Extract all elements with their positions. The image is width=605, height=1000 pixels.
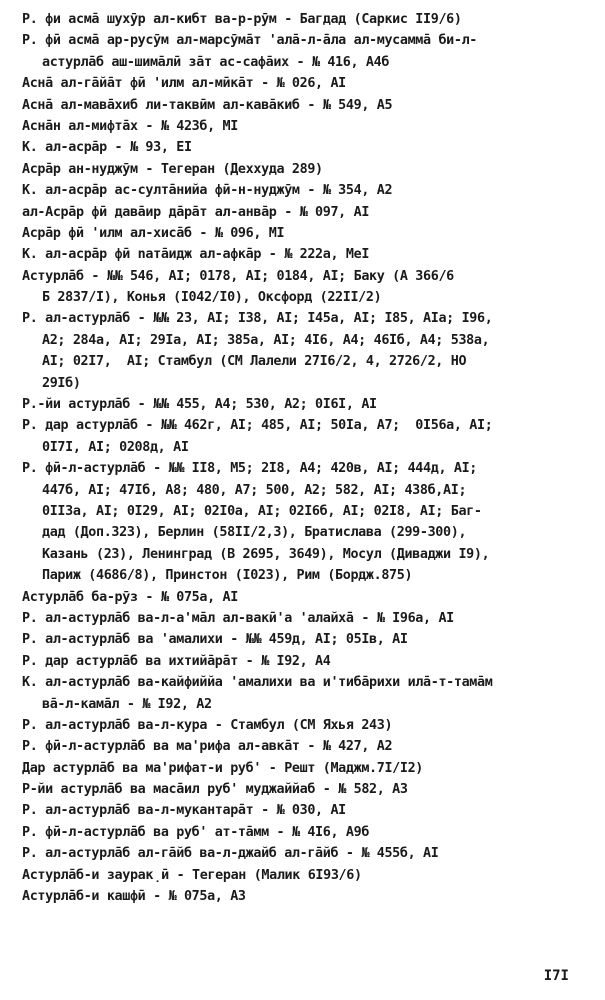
entry-line: Р. дар астурла̄б ва ихтийа̄ра̄т - № I92, А4 [22, 653, 331, 669]
entry-line: Р. ал-астурла̄б ва-л-мукантара̄т - № 030, АI [22, 803, 346, 819]
entry-line: К. ал-астурла̄б ва-кайфиййа 'амалихи ва и'тиба̄рихи ила̄-т-тама̄м [22, 675, 493, 691]
entry-continuation-line: 29Iб) [42, 375, 81, 391]
entry-continuation-line: ва̄-л-кама̄л - № I92, А2 [42, 696, 212, 712]
entry-line: Р.-йи астурла̄б - №№ 455, А4; 530, А2; 0I6I, АI [22, 397, 377, 413]
entry-continuation-line: 0II3а, АI; 0I29, АI; 02I0а, АI; 02I6б, АI; 02I8, АI; Баг- [42, 503, 482, 519]
entry-line: Р. ал-астурла̄б ва-л-кура - Стамбул (СМ Яхья 243) [22, 717, 393, 733]
entry-line: Р. ал-астурла̄б - №№ 23, АI; I38, АI; I45а, АI; I85, АIа; I96, [22, 311, 493, 327]
entry-line: Р. фи асма̄ шухӯр ал-кибт ва-р-рӯм - Багдад (Саркис II9/6) [22, 12, 462, 27]
entry-line: Асна̄н ал-мифта̄х - № 423б, МI [22, 118, 238, 134]
entry-line: Р-йи астурла̄б ва маса̄ил руб' муджаййаб - № 582, А3 [22, 782, 408, 798]
entry-line: К. ал-асра̄р ас-султа̄нийа фӣ-н-нуджӯм - № 354, А2 [22, 183, 393, 199]
entry-line: Асна̄ ал-мава̄хиб ли-таквӣм ал-кава̄киб - № 549, А5 [22, 97, 393, 113]
entry-line: Астурла̄б ба-рӯз - № 075а, АI [22, 589, 238, 605]
entry-line: Астурла̄б - №№ 546, АI; 0178, АI; 0184, АI; Баку (А 366/6 [22, 268, 454, 284]
entry-continuation-line: А2; 284а, АI; 29Iа, АI; 385а, АI; 4I6, А4; 46Iб, А4; 538а, [42, 332, 490, 348]
entry-line: Р. фӣ-л-астурла̄б - №№ II8, М5; 2I8, А4; 420в, АI; 444д, АI; [22, 461, 477, 477]
entry-continuation-line: астурла̄б аш-шима̄лӣ за̄т ас-сафа̄их - № 416, А4б [42, 54, 390, 70]
entry-line: Асна̄ ал-га̄йа̄т фӣ 'илм ал-мӣка̄т - № 026, АI [22, 76, 346, 92]
entry-line: Р. ал-астурла̄б ал-га̄йб ва-л-джайб ал-га̄йб - № 455б, АI [22, 846, 439, 862]
entry-continuation-line: Париж (4686/8), Принстон (I023), Рим (Бордж.875) [42, 568, 413, 584]
entry-line: К. ал-асра̄р фӣ nата̄идж ал-афка̄р - № 222а, МеI [22, 247, 370, 263]
entry-line: К. ал-асра̄р - № 93, ЕI [22, 140, 192, 156]
entry-line: Р. фӣ-л-астурла̄б ва ма'рифа ал-авка̄т - № 427, А2 [22, 739, 393, 755]
entry-line: Р. дар астурла̄б - №№ 462г, АI; 485, АI; 50Iа, А7; 0I56а, АI; [22, 418, 493, 434]
entry-line: Дар астурла̄б ва ма'рифат-и руб' - Решт (Маджм.7I/I2) [22, 760, 424, 776]
entry-line: ал-Асра̄р фӣ дава̄ир да̄ра̄т ал-анва̄р - № 097, АI [22, 204, 370, 220]
entry-line: Р. фӣ асма̄ ар-русӯм ал-марсӯма̄т 'ала̄-л-а̄ла ал-мусамма̄ би-л- [22, 33, 477, 49]
entry-continuation-line: дад (Доп.323), Берлин (58II/2,3), Братислава (299-300), [42, 525, 467, 541]
index-entries [22, 9, 597, 907]
entry-line: Астурла̄б-и заурак̣ӣ - Тегеран (Малик 6I93/6) [22, 867, 362, 883]
entry-line: Р. фӣ-л-астурла̄б ва руб' ат-та̄мм - № 4I6, А9б [22, 824, 370, 840]
entry-line: Р. ал-астурла̄б ва 'амалихи - №№ 459д, АI; 05Iв, АI [22, 632, 408, 648]
entry-continuation-line: Б 2837/I), Конья (I042/I0), Оксфорд (22II/2) [42, 290, 382, 306]
entry-continuation-line: АI; 02I7, АI; Стамбул (СМ Лалели 27I6/2, 4, 2726/2, НО [42, 354, 467, 370]
entry-line: Асра̄р ан-нуджӯм - Тегеран (Деххуда 289) [22, 161, 323, 177]
entry-continuation-line: Казань (23), Ленинград (В 2695, 3649), Мосул (Диваджи I9), [42, 546, 490, 562]
entry-line: Астурла̄б-и кашфӣ - № 075а, А3 [22, 889, 246, 905]
entry-line: Р. ал-астурла̄б ва-л-а'ма̄л ал-вакӣ'а 'алайха̄ - № I96а, АI [22, 610, 454, 626]
entry-continuation-line: 447б, АI; 47Iб, А8; 480, А7; 500, А2; 582, АI; 438б,АI; [42, 482, 467, 498]
entry-continuation-line: 0I7I, АI; 0208д, АI [42, 439, 189, 455]
page-number: I7I [543, 968, 569, 984]
entry-line: Асра̄р фӣ 'илм ал-хиса̄б - № 096, МI [22, 225, 285, 241]
